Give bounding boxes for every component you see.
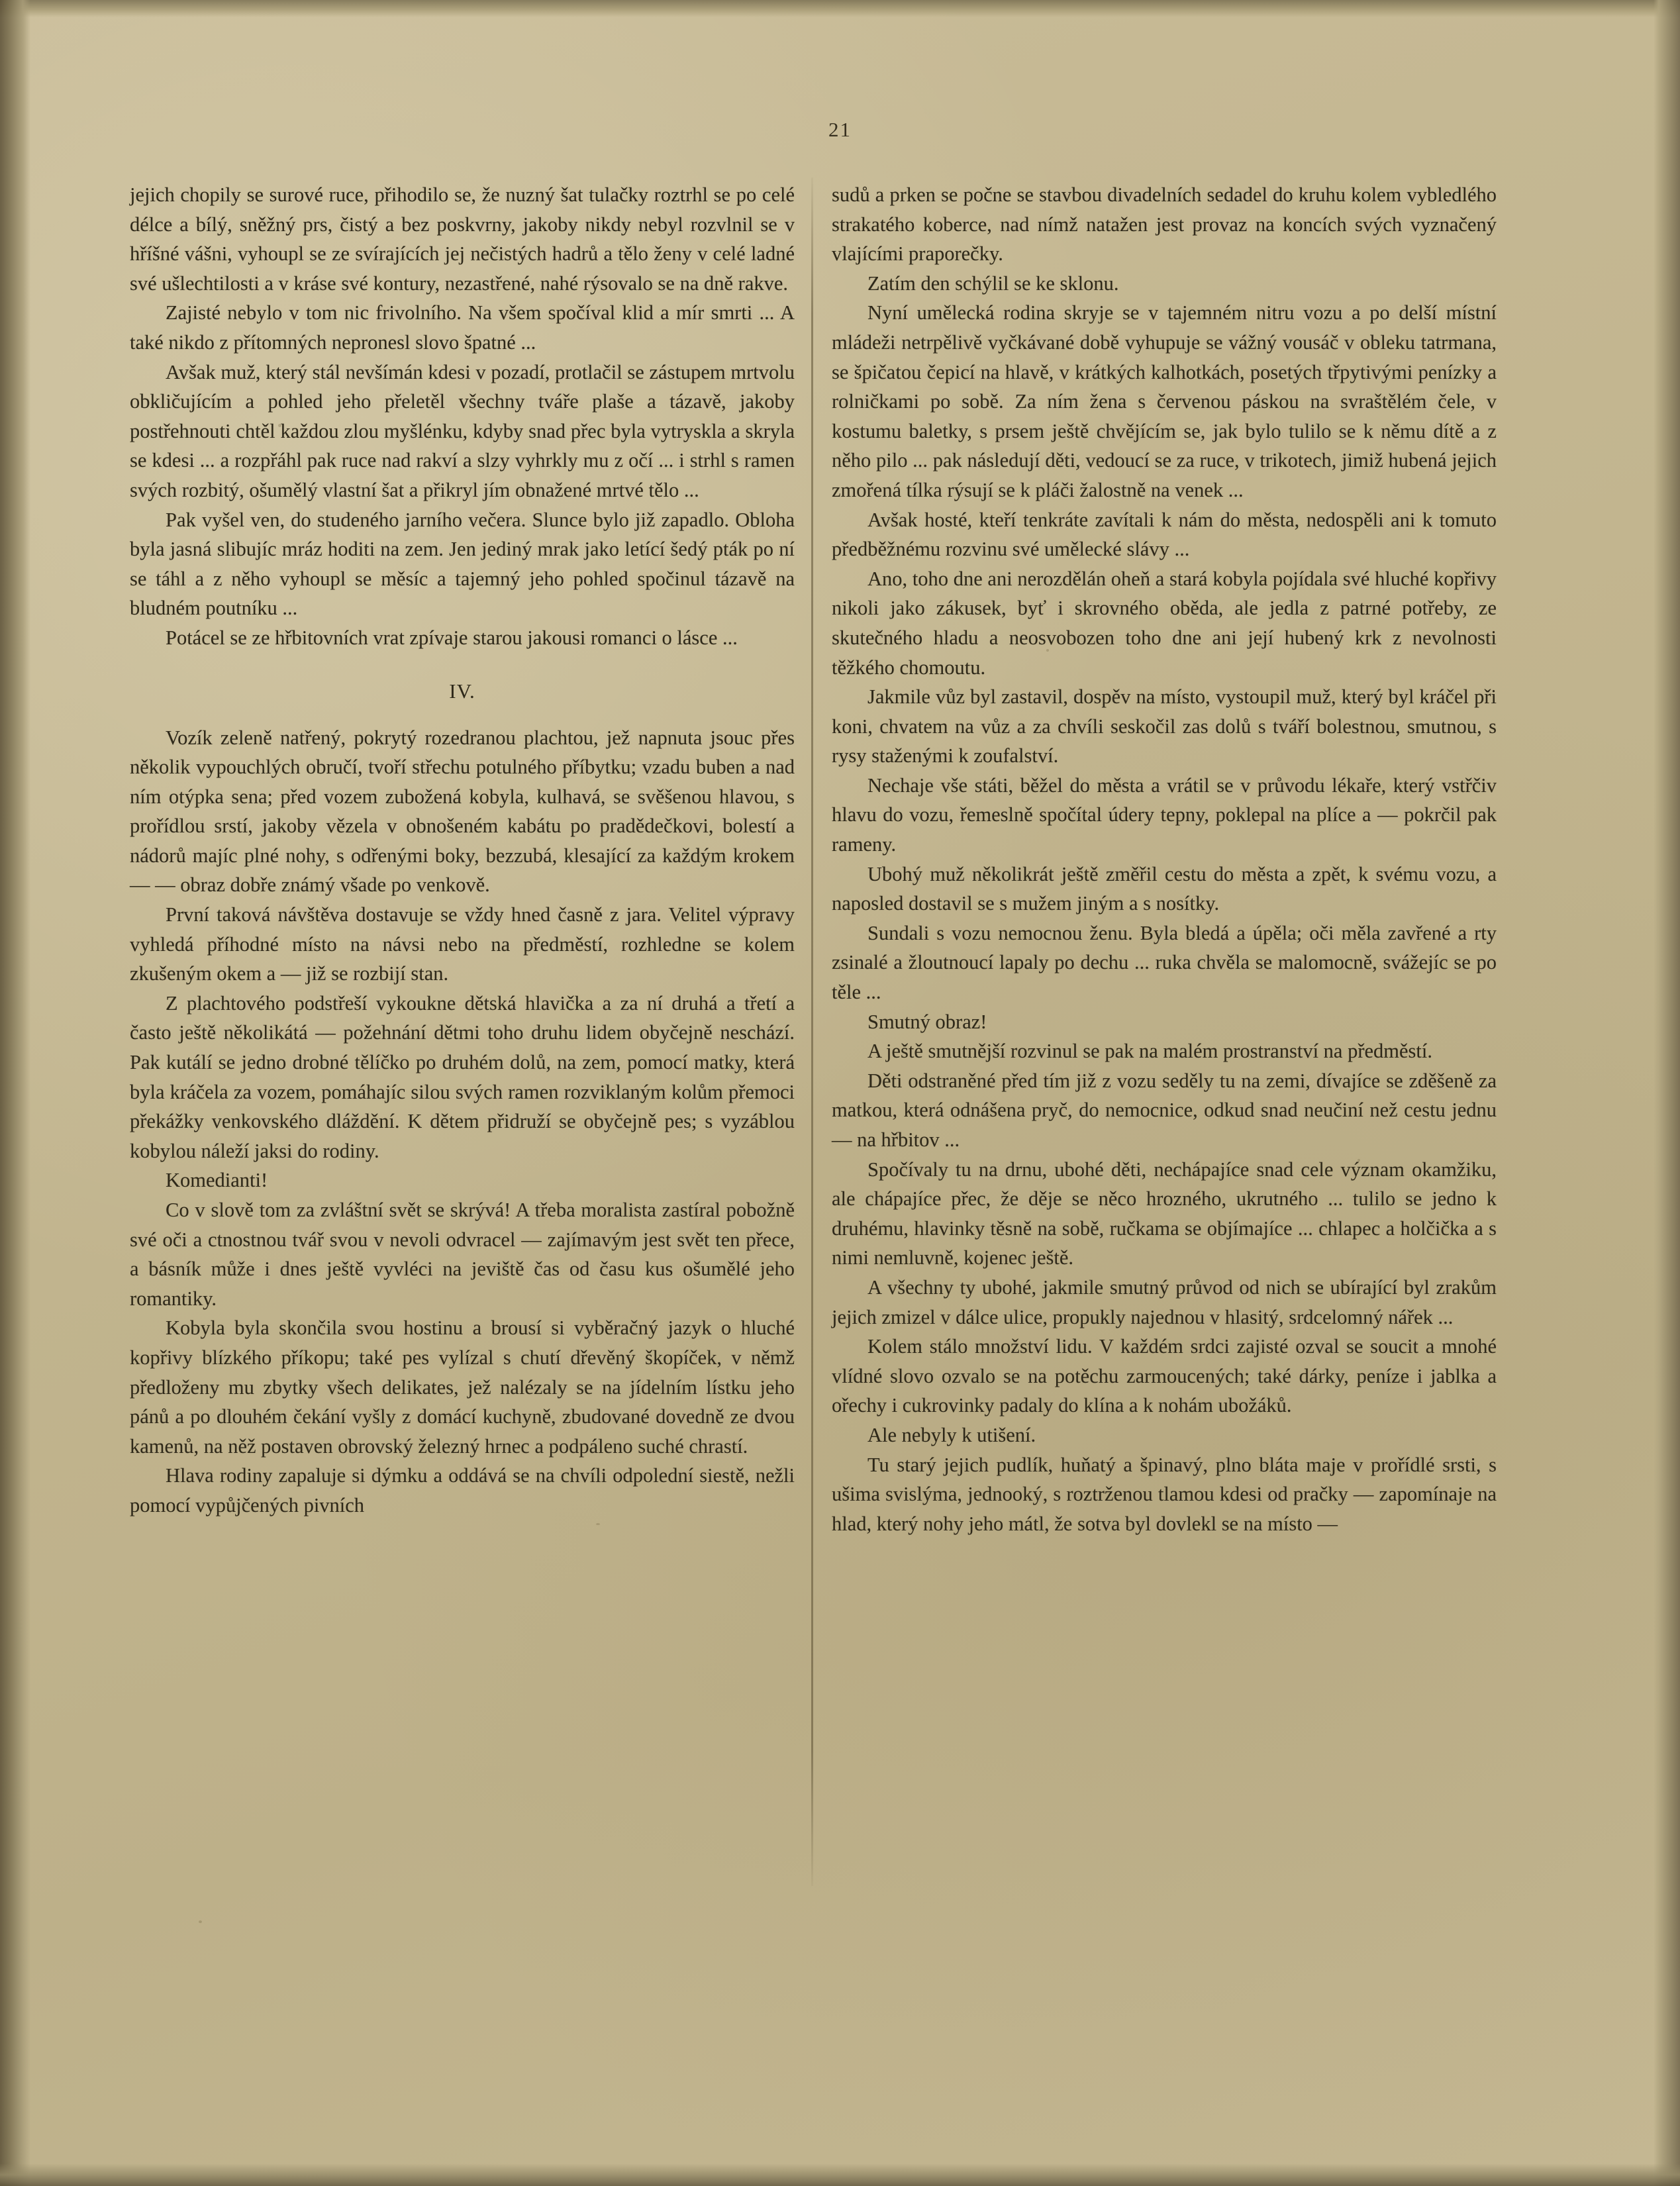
paragraph: Smutný obraz! [867,1010,987,1033]
paragraph: Co v slově tom za zvláštní svět se skrývá! A třeba moralista zastíral pobožně své oči a ctnostnou tvář svou v nevoli odvracel — zajímavým jest svět ten přece, a básník může i dnes ještě vyvléci na jeviště čas od času kus ošumělé jeho romantiky. [130,1199,795,1310]
paragraph: Nechaje vše státi, běžel do města a vrátil se v průvodu lékaře, který vstřčiv hlavu do vozu, řemeslně spočítal údery tepny, poklepal na plíce a — pokrčil pak rameny. [832,773,1497,856]
paragraph: A ještě smutnější rozvinul se pak na malém prostranství na předměstí. [867,1040,1432,1063]
section-number: IV. [449,679,475,703]
paragraph: Děti odstraněné před tím již z vozu seděly tu na zemi, dívajíce se zděšeně za matkou, která odnášena pryč, do nemocnice, odkud snad neučiní než cestu jednu — na hřbitov ... [832,1069,1497,1151]
paragraph: A všechny ty ubohé, jakmile smutný průvod od nich se ubírající byl zrakům jejich zmizel v dálce ulice, propukly najednou v hlasitý, srdcelomný nářek ... [832,1275,1497,1328]
right-column [832,180,1497,1538]
paragraph: Nyní umělecká rodina skryje se v tajemném nitru vozu a po delší místní mládeži netrpělivě vyčkávané době vyhupuje se vážný vousáč v obleku tatrmana, se špičatou čepicí na hlavě, v krátkých kalhotkách, posetých třpytivými penízky a rolničkami po sobě. Za ním žena s červenou páskou na svraštělém čele, v kostumu baletky, s prsem ještě chvějícím se, jak bylo tulilo se k němu dítě a z něho pilo ... pak následují děti, vedoucí se za ruce, v trikotech, jimiž hubená jejich zmořená tílka rýsují se k pláči žalostně na venek ... [832,301,1497,501]
paragraph: Ale nebyly k utišení. [867,1423,1036,1446]
page-edge-right [1654,0,1680,2186]
page-edge-bottom [0,2163,1680,2186]
paragraph: Hlava rodiny zapaluje si dýmku a oddává se na chvíli odpolední siestě, nežli pomocí vypůjčených pivních [130,1464,795,1516]
paragraph: Vozík zeleně natřený, pokrytý rozedranou plachtou, jež napnuta jsouc přes několik vypouchlých obručí, tvoří střechu potulného příbytku; vzadu buben a nad ním otýpka sena; před vozem zubožená kobyla, kulhavá, se svěšenou hlavou, s prořídlou srstí, jakoby vězela v obnošeném kabátu po pradědečkovi, bolestí a nádorů majíc plné nohy, s odřenými boky, bezzubá, klesající za každým krokem — — obraz dobře známý všade po venkově. [130,726,795,897]
paragraph: Spočívaly tu na drnu, ubohé děti, nechápajíce snad cele význam okamžiku, ale chápajíce přec, že děje se něco hrozného, ukrutného ... tulilo se jedno k druhému, hlavinky těsně na sobě, ručkama se objímajíce ... chlapec a holčička a s nimi nemluvně, kojenec ještě. [832,1158,1497,1269]
paragraph: Pak vyšel ven, do studeného jarního večera. Slunce bylo již zapadlo. Obloha byla jasná slibujíc mráz hoditi na zem. Jen jediný mrak jako letící šedý pták po ní se táhl a z něho vyhoupl se měsíc a tajemný jeho pohled spočinul tázavě na bludném poutníku ... [130,508,795,620]
page-edge-left [0,0,30,2186]
page-edge-top [0,0,1680,17]
paragraph: První taková návštěva dostavuje se vždy hned časně z jara. Velitel výpravy vyhledá příhodné místo na návsi nebo na předměstí, rozhledne se kolem zkušeným okem a — již se rozbijí stan. [130,903,795,985]
page-number: 21 [828,118,852,141]
paragraph: Tu starý jejich pudlík, huňatý a špinavý, plno bláta maje v prořídlé srsti, s ušima svislýma, jednooký, s roztrženou tlamou kdesi od pračky — zapomínaje na hlad, který nohy jeho mátl, že sotva byl dovlekl se na místo — [832,1453,1497,1535]
paper-speck [199,1920,202,1923]
paragraph: Zatím den schýlil se ke sklonu. [867,272,1119,295]
left-column [130,180,795,1538]
two-column-text-body [130,180,1563,1538]
paragraph: Z plachtového podstřeší vykoukne dětská hlavička a za ní druhá a třetí a často ještě několikátá — požehnání dětmi toho druhu lidem obyčejně neschází. Pak kutálí se jedno drobné tělíčko po druhém dolů, na zem, pomocí matky, která byla kráčela za vozem, pomáhajíc silou svých ramen rozviklaným kolům přemoci překážky venkovského dláždění. K dětem přidruží se obyčejně pes; s vyzáblou kobylou náleží jaksi do rodiny. [130,991,795,1162]
paragraph: sudů a prken se počne se stavbou divadelních sedadel do kruhu kolem vybledlého strakatého koberce, nad nímž natažen jest provaz na koncích svých vyznačený vlajícími praporečky. [832,183,1497,266]
paragraph: Ano, toho dne ani nerozdělán oheň a stará kobyla pojídala své hluché kopřivy nikoli jako zákusek, byť i skrovného oběda, ale jedla z patrné potřeby, ze skutečného hladu a neosvobozen toho dne ani její hubený krk z nevolnosti těžkého chomoutu. [832,567,1497,679]
paragraph: Kobyla byla skončila svou hostinu a brousí si vyběračný jazyk o hluché kopřivy blízkého příkopu; také pes vylízal s chutí dřevěný škopíček, v němž předloženy mu zbytky všech delikates, jež nalézaly se na jídelním lístku jeho pánů a po dlouhém čekání vyšly z domácí kuchyně, zbudované dovedně ze dvou kamenů, na něž postaven obrovský železný hrnec a podpáleno suché chrastí. [130,1317,795,1458]
paragraph: Ubohý muž několikrát ještě změřil cestu do města a zpět, k svému vozu, a naposled dostavil se s mužem jiným a s nosítky. [832,862,1497,915]
paragraph: Zajisté nebylo v tom nic frivolního. Na všem spočíval klid a mír smrti ... A také nikdo z přítomných nepronesl slovo špatné ... [130,301,795,354]
paragraph: Komedianti! [166,1169,268,1192]
paragraph: Avšak hosté, kteří tenkráte zavítali k nám do města, nedospěli ani k tomuto předběžnému rozvinu své umělecké slávy ... [832,508,1497,561]
paragraph: Avšak muž, který stál nevšímán kdesi v pozadí, protlačil se zástupem mrtvolu obkličujícím a pohled jeho přeletěl všechny tváře plaše a tázavě, jakoby postřehnouti chtěl každou zlou myšlénku, kdyby snad přec byla vytryskla a skryla se kdesi ... a rozpřáhl pak ruce nad rakví a slzy vyhrkly mu z očí ... i strhl s ramen svých rozbitý, ošumělý vlastní šat a přikryl jím obnažené mrtvé tělo ... [130,360,795,501]
paragraph: Potácel se ze hřbitovních vrat zpívaje starou jakousi romanci o lásce ... [166,626,738,649]
paragraph: Jakmile vůz byl zastavil, dospěv na místo, vystoupil muž, který byl kráčel při koni, chvatem na vůz a za chvíli seskočil zas dolů s tváří bolestnou, smutnou, s rysy staženými k zoufalství. [832,685,1497,768]
paragraph: Sundali s vozu nemocnou ženu. Byla bledá a úpěla; oči měla zavřené a rty zsinalé a žloutnoucí lapaly po dechu ... ruka chvěla se malomocně, svážejíc se po těle ... [832,921,1497,1004]
paragraph: jejich chopily se surové ruce, přihodilo se, že nuzný šat tulačky roztrhl se po celé délce a bílý, sněžný prs, čistý a bez poskvrny, jakoby nikdy nebyl rozvlnil se v hříšné vášni, vyhoupl se ze svírajících jej nečistých hadrů a tělo ženy v celé ladné své ušlechtilosti a v kráse své kontury, nezastřené, nahé rýsovalo se na dně rakve. [130,183,795,295]
paragraph: Kolem stálo množství lidu. V každém srdci zajisté ozval se soucit a mnohé vlídné slovo ozvalo se na potěchu zarmoucených; také dárky, peníze i jablka a ořechy i cukrovinky padaly do klína a k nohám ubožáků. [832,1335,1497,1417]
